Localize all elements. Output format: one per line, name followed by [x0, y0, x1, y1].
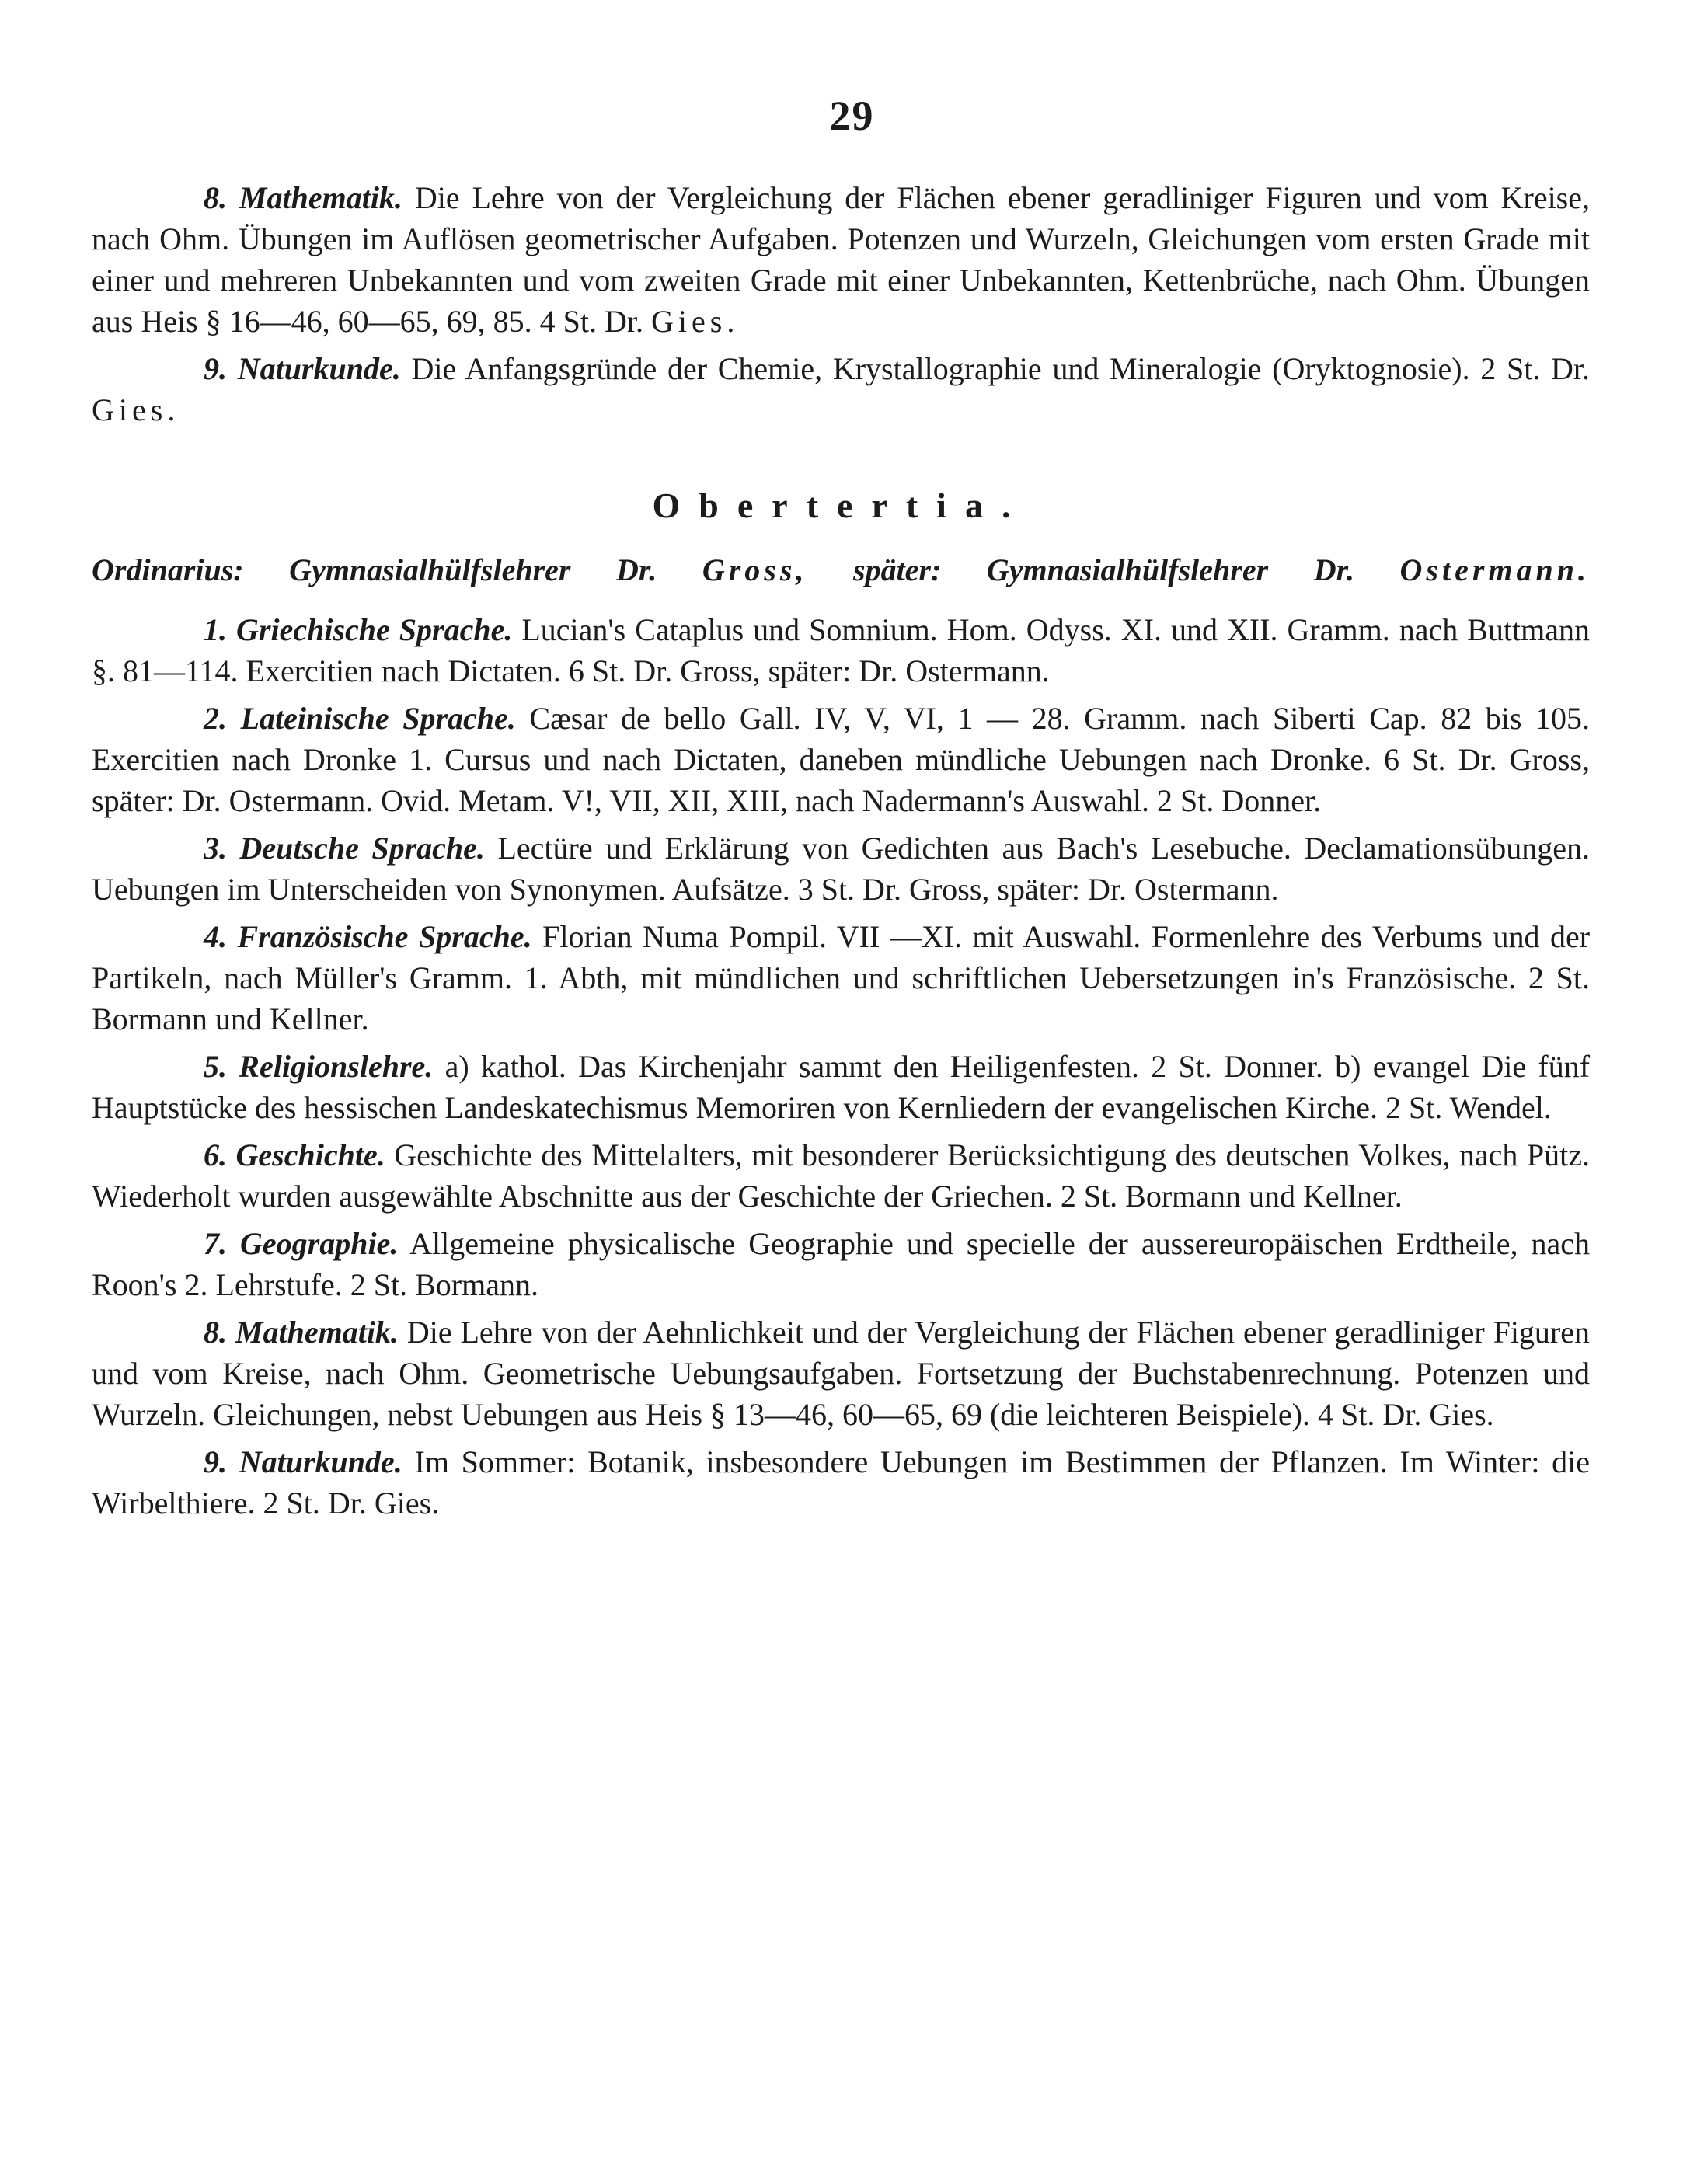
item-subject: Lateinische Sprache.: [240, 701, 516, 736]
item-subject: Naturkunde.: [237, 351, 401, 386]
item-text: Allgemeine physicalische Geographie und specielle der aussereuropäischen Erdtheile, nach Roon's 2. Lehrstufe. 2 St. Bormann.: [92, 1226, 1590, 1302]
item-text: Die Anfangsgründe der Chemie, Krystallographie und Mineralogie (Oryktognosie). 2 St. Dr.: [411, 351, 1590, 386]
item-number: 8.: [204, 180, 227, 215]
item-number: 6.: [204, 1137, 227, 1172]
ordinarius-later-name: Ostermann.: [1399, 552, 1591, 587]
item-subject: Französische Sprache.: [237, 919, 532, 954]
item-text: Die Lehre von der Vergleichung der Flächen ebener geradliniger Figuren und vom Kreise, nach Ohm. Übungen im Auflösen geometrischer Aufgaben. Potenzen und Wurzeln, Gleichungen vom ersten Grade mit einer und mehreren Unbekannten und vom zweiten Grade mit einer Unbekannten, Kettenbrüche, nach Ohm. Übungen aus Heis § 16—46, 60—65, 69, 85. 4 St. Dr.: [92, 180, 1591, 339]
item-text: a) kathol. Das Kirchenjahr sammt den Heiligenfesten. 2 St. Donner. b) evangel Die fünf Hauptstücke des hessischen Landeskatechismus Memoriren von Kernliedern der evangelischen Kirche. 2 St. Wendel.: [92, 1049, 1591, 1125]
item-teacher: Gies.: [92, 392, 180, 427]
item-number: 1.: [204, 612, 227, 647]
item-subject: Geschichte.: [235, 1137, 385, 1172]
ordinarius-name: Gross,: [702, 552, 808, 587]
item-number: 9.: [204, 351, 227, 386]
page-number: 29: [829, 92, 875, 139]
item-number: 4.: [204, 919, 227, 954]
item-text: Geschichte des Mittelalters, mit besonderer Berücksichtigung des deutschen Volkes, nach Pütz. Wiederholt wurden ausgewählte Abschnitte aus der Geschichte der Griechen. 2 St. Bormann und Kellner.: [92, 1137, 1591, 1214]
ordinarius-later: später: Gymnasialhülfslehrer Dr.: [853, 552, 1354, 587]
item-text: Florian Numa Pompil. VII —XI. mit Auswahl. Formenlehre des Verbums und der Partikeln, nach Müller's Gramm. 1. Abth, mit mündlichen und schriftlichen Uebersetzungen in's Französische. 2 St. Bormann und Kellner.: [92, 919, 1591, 1036]
item-religionslehre: [92, 1046, 1590, 1128]
item-subject: Mathematik.: [239, 180, 402, 215]
text-column: [92, 177, 1590, 1524]
item-text: Im Sommer: Botanik, insbesondere Uebungen im Bestimmen der Pflanzen. Im Winter: die Wirbelthiere. 2 St. Dr. Gies.: [92, 1444, 1591, 1520]
item-mathematik: [92, 1311, 1590, 1435]
item-subject: Naturkunde.: [239, 1444, 402, 1479]
item-geographie: [92, 1223, 1590, 1305]
item-number: 8.: [204, 1315, 227, 1350]
item-griechisch: [92, 609, 1590, 691]
item-number: 7.: [204, 1226, 227, 1261]
item-text: Lectüre und Erklärung von Gedichten aus Bach's Lesebuche. Declamationsübungen. Uebungen im Unterscheiden von Synonymen. Aufsätze. 3 St. Dr. Gross, später: Dr. Ostermann.: [92, 831, 1591, 907]
top-item-mathematik: [92, 177, 1590, 342]
item-subject: Geographie.: [240, 1226, 399, 1261]
ordinarius-line: [92, 549, 1590, 590]
top-item-naturkunde: [92, 348, 1590, 430]
item-lateinisch: [92, 698, 1590, 821]
item-number: 9.: [204, 1444, 227, 1479]
ordinarius-label: Ordinarius: Gymnasialhülfslehrer Dr.: [92, 552, 657, 587]
item-geschichte: [92, 1134, 1590, 1217]
item-naturkunde: [92, 1441, 1590, 1524]
item-text: Cæsar de bello Gall. IV, V, VI, 1 — 28. Gramm. nach Siberti Cap. 82 bis 105. Exercitien nach Dronke 1. Cursus und nach Dictaten, daneben mündliche Uebungen nach Dronke. 6 St. Dr. Gross, später: Dr. Ostermann. Ovid. Metam. V!, VII, XII, XIII, nach Nadermann's Auswahl. 2 St. Donner.: [92, 701, 1591, 818]
item-number: 5.: [204, 1049, 227, 1084]
item-subject: Religionslehre.: [239, 1049, 434, 1084]
item-subject: Deutsche Sprache.: [239, 831, 485, 866]
section-title: Obertertia.: [652, 486, 1030, 525]
item-number: 2.: [204, 701, 227, 736]
item-franzoesisch: [92, 916, 1590, 1040]
item-subject: Griechische Sprache.: [236, 612, 513, 647]
item-text: Lucian's Cataplus und Somnium. Hom. Odyss. XI. und XII. Gramm. nach Buttmann §. 81—114. Exercitien nach Dictaten. 6 St. Dr. Gross, später: Dr. Ostermann.: [92, 612, 1591, 688]
item-text: Die Lehre von der Aehnlichkeit und der Vergleichung der Flächen ebener geradliniger Figuren und vom Kreise, nach Ohm. Geometrische Uebungsaufgaben. Fortsetzung der Buchstabenrechnung. Potenzen und Wurzeln. Gleichungen, nebst Uebungen aus Heis § 13—46, 60—65, 69 (die leichteren Beispiele). 4 St. Dr. Gies.: [92, 1315, 1591, 1432]
item-teacher: Gies.: [651, 304, 740, 339]
item-subject: Mathematik.: [235, 1315, 399, 1350]
item-deutsch: [92, 827, 1590, 910]
item-number: 3.: [204, 831, 227, 866]
